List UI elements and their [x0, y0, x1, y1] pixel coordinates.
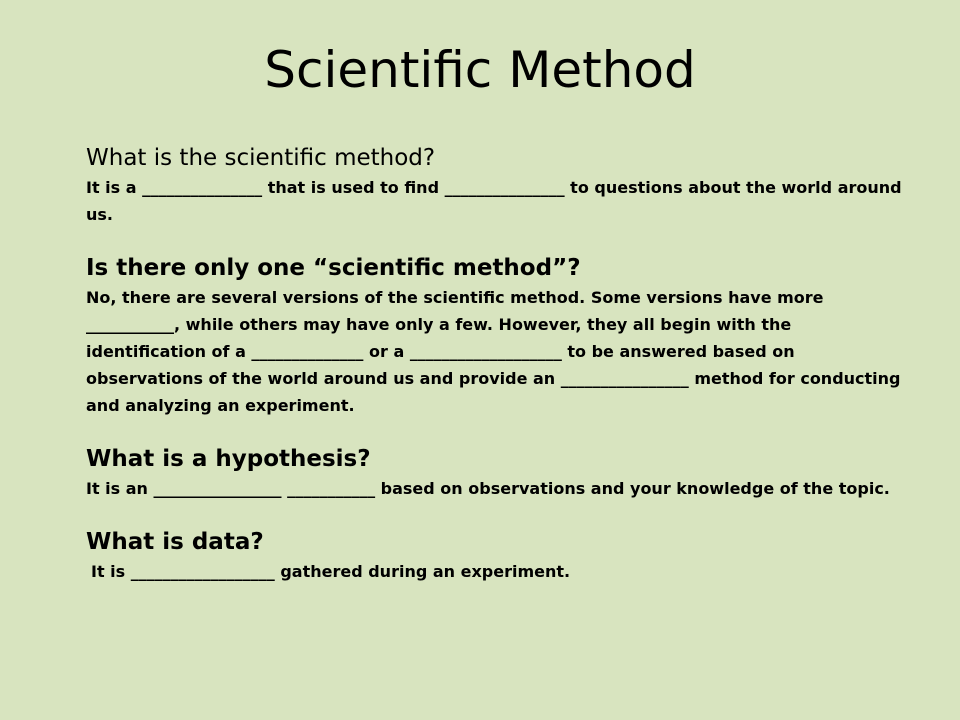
section-scientific-method	[86, 144, 906, 228]
question-heading: What is data?	[86, 528, 264, 555]
answer-text: It is __________________ gathered during an experiment.	[91, 561, 571, 581]
answer-text: No, there are several versions of the scientific method. Some versions have more ___________, while others may have only a few. However, they all begin with the identification of a ______________ or a ___________________ to be answered based on observations of the world around us and provide an ________________ method for conducting and analyzing an experiment.	[86, 287, 901, 415]
spacer	[86, 502, 906, 528]
section-data	[86, 528, 906, 585]
spacer	[86, 419, 906, 445]
answer-text: It is a _______________ that is used to find _______________ to questions about the world around us.	[86, 177, 902, 224]
slide-title: Scientific Method	[264, 41, 696, 99]
slide-content	[86, 144, 906, 585]
spacer	[86, 228, 906, 254]
question-heading: Is there only one “scientific method”?	[86, 254, 581, 281]
question-heading: What is the scientific method?	[86, 145, 436, 171]
section-hypothesis	[86, 445, 906, 502]
answer-text: It is an ________________ ___________ based on observations and your knowledge of the topic.	[86, 478, 890, 498]
question-heading: What is a hypothesis?	[86, 445, 371, 472]
section-one-method	[86, 254, 906, 419]
